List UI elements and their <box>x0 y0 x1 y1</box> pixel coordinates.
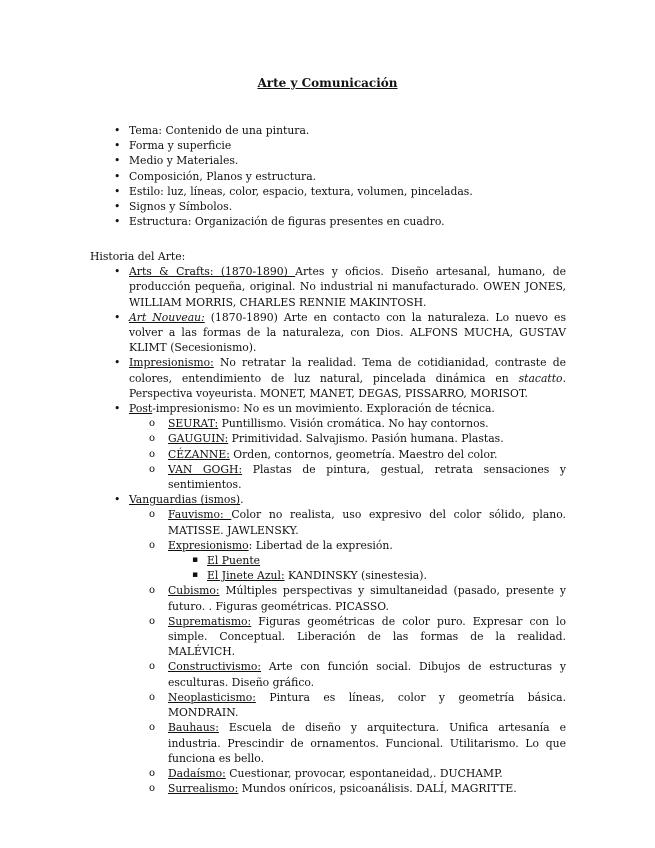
history-section <box>90 249 566 796</box>
history-list <box>90 264 566 796</box>
description: Primitividad. Salvajismo. Pasión humana. Plastas. <box>228 432 504 446</box>
topics-section <box>90 123 566 229</box>
description: : Libertad de la expresión. <box>248 538 393 552</box>
description: Pintura es líneas, color y geometría básica. MONDRAIN. <box>168 690 566 720</box>
term: Cubismo: <box>168 584 220 598</box>
term: Art Nouveau: <box>129 310 205 324</box>
description: Arte con función social. Dibujos de estructuras y esculturas. Diseño gráfico. <box>168 660 566 689</box>
description: Escuela de diseño y arquitectura. Unifica artesanía e industria. Prescindir de ornamentos. Funcional. Utilitarismo. Lo que funciona es bello. <box>168 721 566 765</box>
term: Impresionismo: <box>129 356 214 370</box>
sub-sub-item <box>168 568 566 583</box>
list-item-impresionismo <box>90 355 566 401</box>
description: . <box>240 493 244 507</box>
description: Múltiples perspectivas y simultaneidad (pasado, presente y futuro. . Figuras geométricas. PICASSO. <box>168 584 566 613</box>
sub-sub-list <box>168 553 566 583</box>
term: SEURAT: <box>168 417 219 431</box>
term: Fauvismo: <box>168 508 232 522</box>
description: . Perspectiva voyeurista. MONET, MANET, DEGAS, PISSARRO, MORISOT. <box>129 371 566 400</box>
sub-item <box>129 447 566 462</box>
page-title: Arte y Comunicación <box>257 76 398 90</box>
italic-word: stacatto <box>518 371 563 385</box>
term: El Jinete Azul: <box>207 569 285 583</box>
term: El Puente <box>207 554 261 568</box>
sub-list <box>129 416 566 492</box>
sub-item <box>129 507 566 537</box>
sub-item <box>129 583 566 613</box>
description: No retratar la realidad. Tema de cotidianidad, contraste de colores, entendimiento de luz natural, pincelada dinámica en <box>129 356 566 385</box>
term: Suprematismo: <box>168 614 252 628</box>
description: Artes y oficios. Diseño artesanal, humano, de producción pequeña, original. No industrial ni manufacturado. OWEN JONES, WILLIAM MORRIS, CHARLES RENNIE MAKINTOSH. <box>129 265 566 309</box>
topics-list <box>90 123 566 229</box>
list-item-vanguardias <box>90 492 566 796</box>
list-item-art-nouveau <box>90 310 566 356</box>
sub-item <box>129 416 566 431</box>
description: Mundos oníricos, psicoanálisis. DALÍ, MAGRITTE. <box>238 782 517 796</box>
sub-item <box>129 431 566 446</box>
sub-item <box>129 690 566 720</box>
sub-list <box>129 507 566 796</box>
sub-item <box>129 766 566 781</box>
term: Expresionismo <box>168 538 249 552</box>
term: Surrealismo: <box>168 782 239 796</box>
sub-item <box>129 720 566 766</box>
list-item: • Forma y superficie <box>90 138 566 153</box>
description: Orden, contornos, geometría. Maestro del color. <box>229 447 498 461</box>
term: Constructivismo: <box>168 660 262 674</box>
sub-item <box>129 659 566 689</box>
description: Color no realista, uso expresivo del color sólido, plano. MATISSE. JAWLENSKY. <box>168 508 566 537</box>
description: Plastas de pintura, gestual, retrata sensaciones y sentimientos. <box>168 462 566 492</box>
history-heading: Historia del Arte: <box>90 250 186 263</box>
description: Figuras geométricas de color puro. Expresar con lo simple. Conceptual. Liberación de las formas de la realidad. MALÉVICH. <box>168 614 566 659</box>
term: Arts & Crafts: (1870-1890) <box>129 265 296 279</box>
sub-item <box>129 781 566 796</box>
term: Dadaísmo: <box>168 766 226 780</box>
term: Vanguardias (ismos) <box>129 493 241 507</box>
sub-sub-item <box>168 553 566 568</box>
list-item: • Signos y Símbolos. <box>90 199 566 214</box>
term: Post <box>129 402 153 416</box>
term: CÉZANNE: <box>168 447 230 461</box>
term: VAN GOGH: <box>168 462 243 476</box>
list-item-post-impresionismo <box>90 401 566 492</box>
list-item: • Tema: Contenido de una pintura. <box>90 123 566 138</box>
list-item-arts-crafts <box>90 264 566 310</box>
sub-item <box>129 614 566 660</box>
description: KANDINSKY (sinestesia). <box>284 569 427 583</box>
term: GAUGUIN: <box>168 432 229 446</box>
description: (1870-1890) Arte en contacto con la naturaleza. Lo nuevo es volver a las formas de la naturaleza, con Dios. ALFONS MUCHA, GUSTAV KLIMT (Secesionismo). <box>129 310 566 355</box>
list-item: • Composición, Planos y estructura. <box>90 169 566 184</box>
sub-item <box>129 538 566 584</box>
list-item: • Medio y Materiales. <box>90 153 566 168</box>
term: Neoplasticismo: <box>168 690 256 704</box>
term: Bauhaus: <box>168 721 219 735</box>
list-item: • Estructura: Organización de figuras presentes en cuadro. <box>90 214 566 229</box>
description: Puntillismo. Visión cromática. No hay contornos. <box>218 417 489 431</box>
description: -impresionismo: No es un movimiento. Exploración de técnica. <box>152 402 495 416</box>
list-item: • Estilo: luz, líneas, color, espacio, textura, volumen, pinceladas. <box>90 184 566 199</box>
sub-item <box>129 462 566 492</box>
description: Cuestionar, provocar, espontaneidad,. DUCHAMP. <box>225 766 503 780</box>
